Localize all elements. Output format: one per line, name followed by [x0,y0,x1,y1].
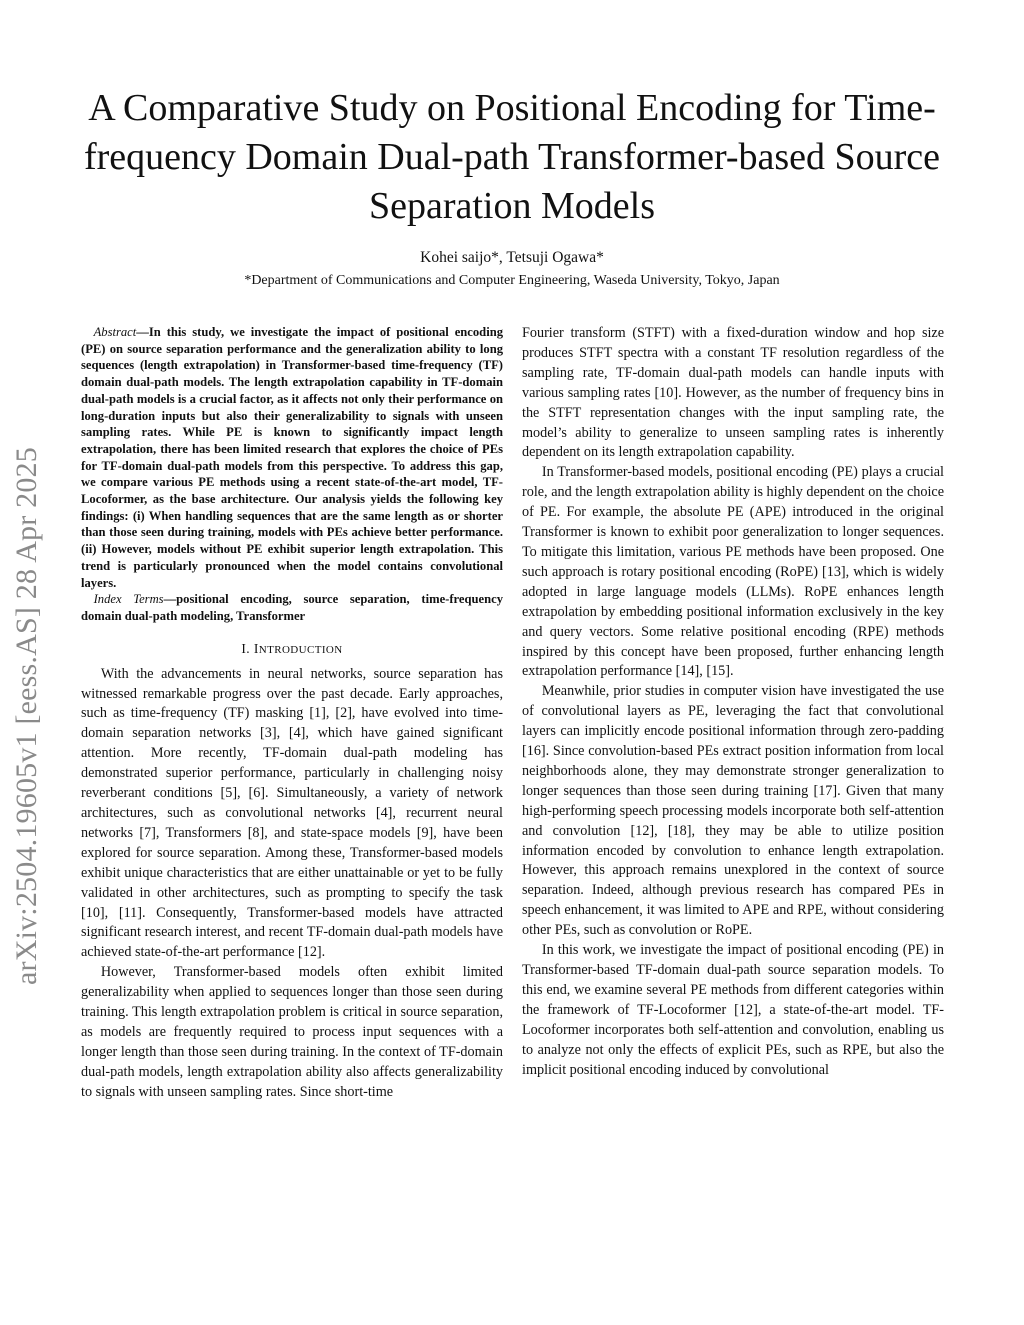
abstract-text: In this study, we investigate the impact of positional encoding (PE) on source separation performance and the generalization ability to long sequences (length extrapolation) in Transformer-based time-frequency (TF) domain dual-path models. The length extrapolation capability in TF-domain dual-path models is a crucial factor, as it affects not only their performance on long-duration inputs but also their generalizability to signals with unseen sampling rates. While PE is known to significantly impact length extrapolation, there has been limited research that explores the choice of PEs for TF-domain dual-path models from this perspective. To address this gap, we compare various PE methods using a recent state-of-the-art model, TF-Locoformer, as the base architecture. Our analysis yields the following key findings: (i) When handling sequences that are the same length as or shorter than those seen during training, models with PEs achieve better performance. (ii) However, models without PE exhibit superior length extrapolation. This trend is particularly pronounced when the model contains convolutional layers. [81,325,503,590]
paragraph: With the advancements in neural networks, source separation has witnessed remarkable progress over the past decade. Early approaches, such as time-frequency (TF) masking [1], [2], have evolved into time-domain separation networks [3], [4], which have gained significant attention. More recently, TF-domain dual-path modeling has demonstrated superior performance, particularly in challenging noisy reverberant conditions [5], [6]. Simultaneously, a variety of network architectures, such as convolutional networks [4], recurrent neural networks [7], Transformers [8], and state-space models [9], have been explored for source separation. Among these, Transformer-based models exhibit unique characteristics that are either unattainable or yet to be fully validated in other architectures, such as prompting to specify the task [10], [11]. Consequently, Transformer-based models have attracted significant research interest, and recent TF-domain dual-path models have achieved state-of-the-art performance [12]. [81,665,503,961]
section-heading-introduction [81,641,503,657]
section-title-rest: NTRODUCTION [258,643,343,656]
right-column [522,324,944,1080]
paragraph: Meanwhile, prior studies in computer vision have investigated the use of convolutional layers as PE, leveraging the fact that convolutional layers can implicitly encode positional information through zero-padding [16]. Since convolution-based PEs extract position information from local neighborhoods alone, they may demonstrate stronger generalization to longer sequences than those seen during training [17]. Given that many high-performing speech processing models incorporate both self-attention and convolution [12], [18], they may be able to utilize position information encoded by convolution to enhance length extrapolation. However, this approach remains unexplored in the context of source separation. Indeed, although previous research has compared PEs in speech enhancement, it was limited to APE and RPE, without considering other PEs, such as convolution or RoPE. [522,683,944,939]
abstract-block: Abstract—In this study, we investigate the impact of positional encoding (PE) on source separation performance and the generalization ability to long sequences (length extrapolation) in Transformer-based time-frequency (TF) domain dual-path models. The length extrapolation capability in TF-domain dual-path models is a crucial factor, as it affects not only their performance on long-duration inputs but also their generalizability to signals with unseen sampling rates. While PE is known to significantly impact length extrapolation, there has been limited research that explores the choice of PEs for TF-domain dual-path models from this perspective. To address this gap, we compare various PE methods using a recent state-of-the-art model, TF-Locoformer, as the base architecture. Our analysis yields the following key findings: (i) When handling sequences that are the same length as or shorter than those seen during training, models with PEs achieve better performance. (ii) However, models without PE exhibit superior length extrapolation. This trend is particularly pronounced when the model contains convolutional layers. Index Terms—positional encoding, source separation, time-frequency domain dual-path modeling, Transformer [81,325,503,623]
arxiv-identifier: arXiv:2504.19605v1 [eess.AS] 28 Apr 2025 [10,447,43,985]
paragraph: Fourier transform (STFT) with a fixed-duration window and hop size produces STFT spectra with a constant TF resolution regardless of the sampling rate, TF-domain dual-path models can handle inputs with various sampling rates [10]. However, as the number of frequency bins in the STFT representation changes with the input sampling rate, the model’s ability to generalize to unseen sampling rates is inherently dependent on its length extrapolation capability. [522,325,944,461]
affiliation: *Department of Communications and Computer Engineering, Waseda University, Tokyo, Japan [244,273,780,288]
left-body [81,665,503,1103]
paper-title: A Comparative Study on Positional Encoding for Time-frequency Domain Dual-path Transformer-based Source Separation Models [83,87,941,227]
section-title-initial: I [253,640,259,656]
paragraph: In Transformer-based models, positional encoding (PE) plays a crucial role, and the length extrapolation ability is highly dependent on the choice of PE. For example, the absolute PE (APE) introduced in the original Transformer is known to exhibit poor generalization to longer sequences. To mitigate this limitation, various PE methods have been proposed. One such approach is rotary positional encoding (RoPE) [13], which is widely adopted in large language models (LLMs). RoPE enhances length extrapolation by embedding positional information exclusively in the key and query vectors. Some relative positional encoding (RPE) methods inspired by this concept have been proposed, further enhancing length extrapolation performance [14], [15]. [522,464,944,680]
section-numeral: I. [241,640,254,656]
authors: Kohei saijo*, Tetsuji Ogawa* [420,249,604,266]
right-body [522,324,944,1080]
index-terms-label: Index Terms [93,592,164,607]
paragraph: In this work, we investigate the impact of positional encoding (PE) in Transformer-based TF-domain dual-path source separation models. To this end, we examine several PE methods from different categories within the framework of TF-Locoformer [12], a state-of-the-art model. TF-Locoformer incorporates both self-attention and convolution, enabling us to analyze not only the effects of explicit PEs, such as RPE, but also the implicit positional encoding induced by convolutional [522,942,944,1078]
index-terms-text: positional encoding, source separation, time-frequency domain dual-path modeling, Transformer [81,592,503,623]
abstract-label: Abstract [93,325,137,339]
paragraph: However, Transformer-based models often exhibit limited generalizability when applied to sequences longer than those seen during training. This length extrapolation problem is critical in source separation, as models are frequently required to process input sequences with a longer length than those seen during training. In the context of TF-domain dual-path models, length extrapolation ability also affects generalizability to signals with unseen sampling rates. Since short-time [81,964,503,1100]
left-column [81,324,503,1103]
